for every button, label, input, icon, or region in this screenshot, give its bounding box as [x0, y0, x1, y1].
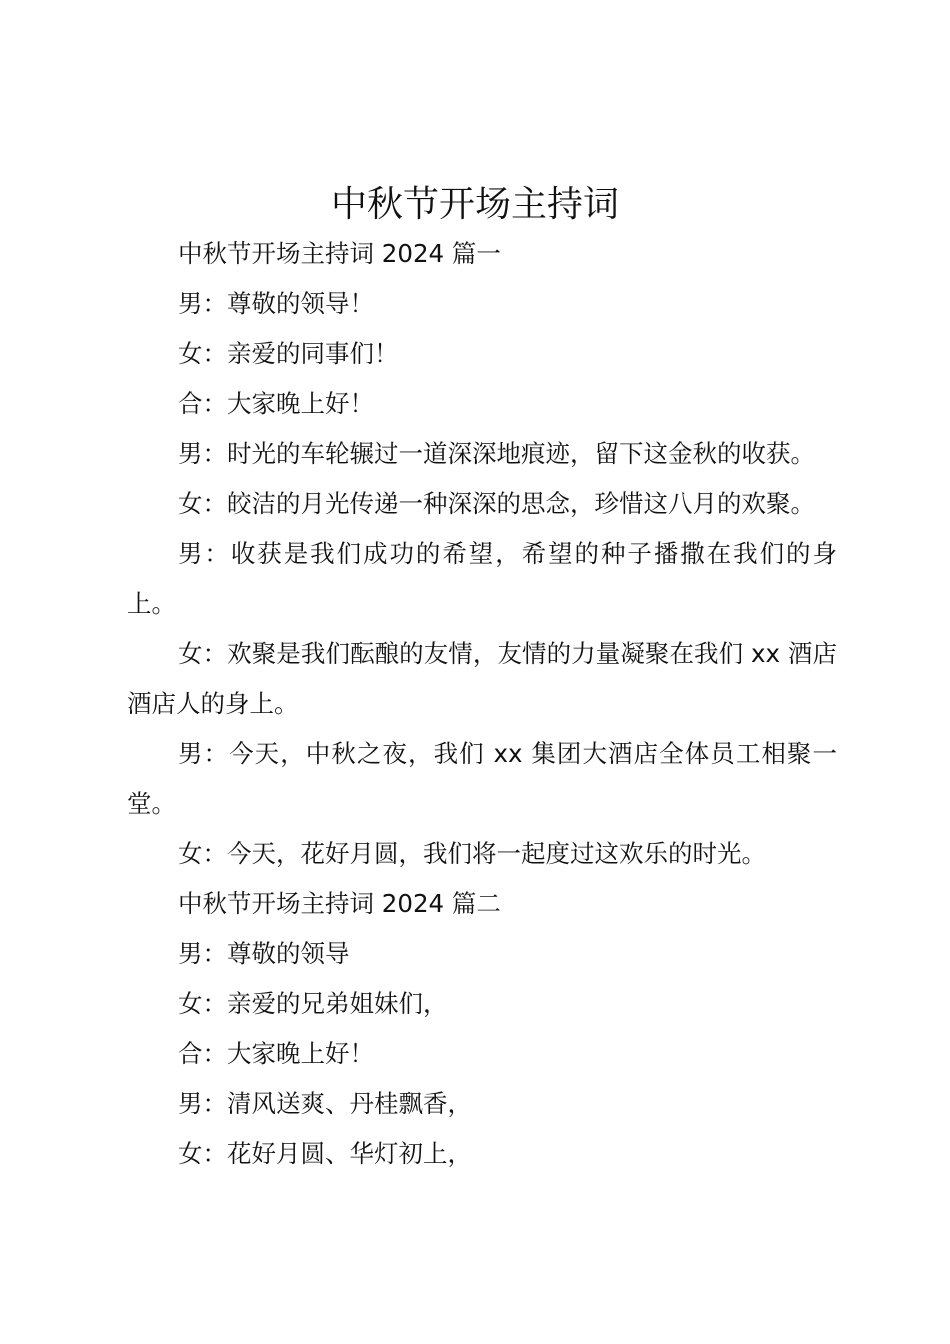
paragraph: 女：欢聚是我们酝酿的友情，友情的力量凝聚在我们 xx 酒店酒店人的身上。: [127, 639, 837, 718]
paragraph: 合：大家晚上好！: [178, 389, 374, 418]
paragraph: 女：花好月圆、华灯初上，: [178, 1139, 472, 1168]
paragraph: 合：大家晚上好！: [178, 1039, 374, 1068]
section-heading-2: 中秋节开场主持词 2024 篇二: [178, 889, 501, 918]
paragraph: 女：亲爱的同事们！: [178, 339, 399, 368]
section-heading-1: 中秋节开场主持词 2024 篇一: [178, 239, 501, 268]
paragraph: 女：亲爱的兄弟姐妹们，: [178, 989, 448, 1018]
paragraph: 男：今天，中秋之夜，我们 xx 集团大酒店全体员工相聚一堂。: [127, 739, 837, 818]
paragraph: 男：收获是我们成功的希望，希望的种子播撒在我们的身上。: [127, 539, 837, 618]
document-body: [127, 229, 837, 1179]
paragraph: 男：时光的车轮辗过一道深深地痕迹，留下这金秋的收获。: [178, 439, 815, 468]
paragraph: 男：尊敬的领导: [178, 939, 350, 968]
paragraph: 女：皎洁的月光传递一种深深的思念，珍惜这八月的欢聚。: [178, 489, 815, 518]
paragraph: 男：尊敬的领导！: [178, 289, 374, 318]
paragraph: 女：今天，花好月圆，我们将一起度过这欢乐的时光。: [178, 839, 766, 868]
paragraph: 男：清风送爽、丹桂飘香，: [178, 1089, 472, 1118]
document-title: 中秋节开场主持词: [330, 184, 619, 225]
